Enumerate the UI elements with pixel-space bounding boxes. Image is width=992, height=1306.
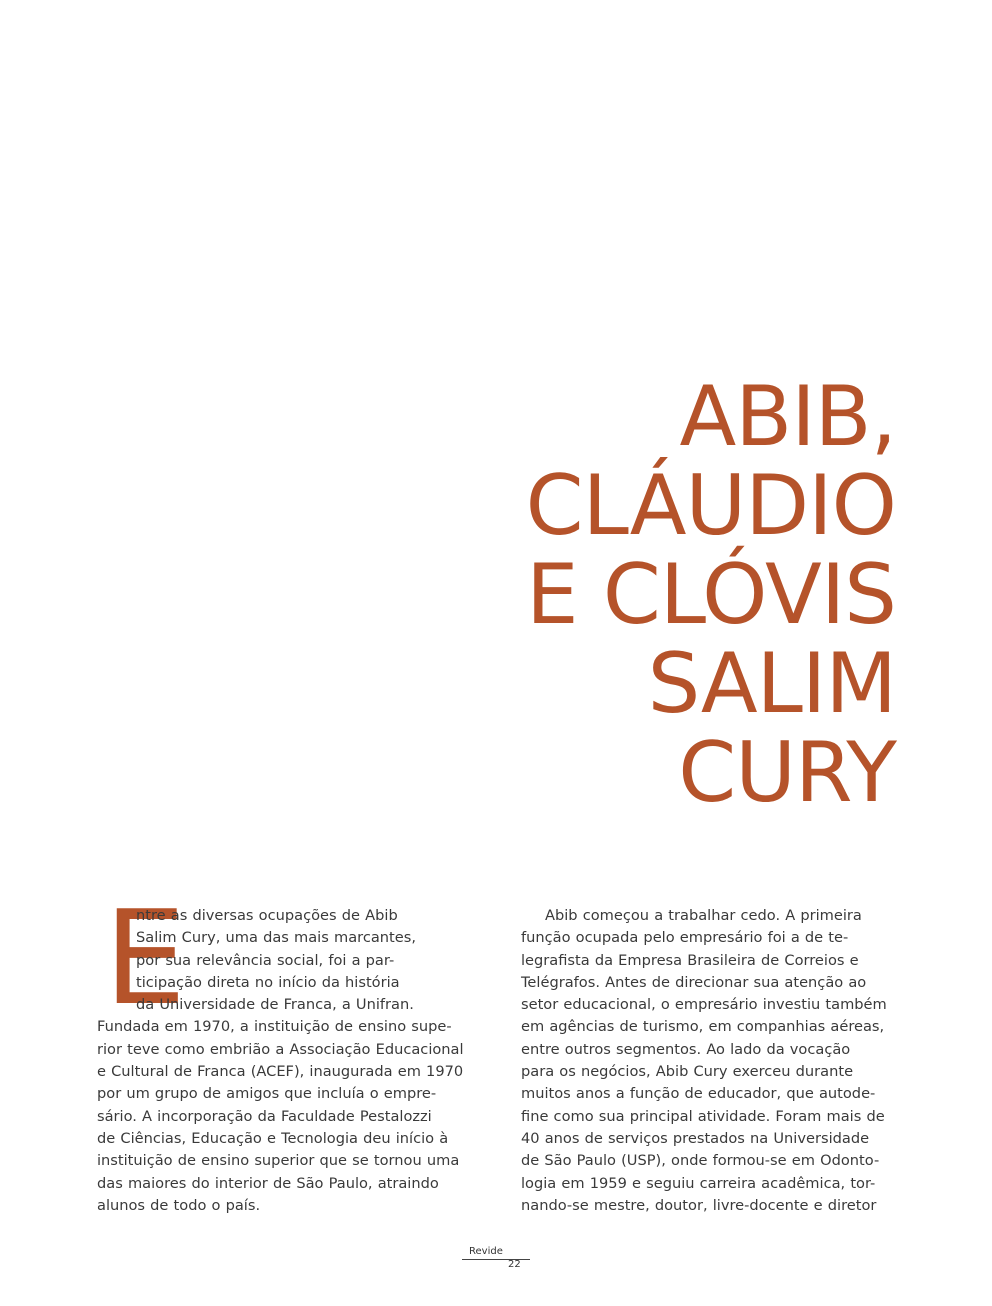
text-line: instituição de ensino superior que se tornou uma	[97, 1152, 460, 1170]
title-line: CURY	[678, 724, 896, 821]
title-line: ABIB,	[679, 368, 896, 465]
article-title	[336, 368, 896, 821]
article-column-left	[97, 905, 477, 1217]
text-line: para os negócios, Abib Cury exerceu durante	[521, 1063, 854, 1081]
text-line: rior teve como embrião a Associação Educacional	[97, 1040, 464, 1058]
text-line: entre outros segmentos. Ao lado da vocação	[521, 1040, 851, 1058]
text-line: legrafista da Empresa Brasileira de Correios e	[521, 951, 859, 969]
text-line: Abib começou a trabalhar cedo. A primeira	[545, 907, 862, 924]
text-line: Telégrafos. Antes de direcionar sua atenção ao	[521, 973, 867, 991]
text-line: muitos anos a função de educador, que autode-	[521, 1085, 876, 1103]
text-line: 40 anos de serviços prestados na Universidade	[521, 1129, 870, 1147]
text-line: ntre as diversas ocupações de Abib	[136, 907, 398, 924]
text-line: ticipação direta no início da história	[136, 973, 400, 991]
text-line: por um grupo de amigos que incluía o empre-	[97, 1085, 437, 1103]
text-line: função ocupada pelo empresário foi a de te-	[521, 929, 849, 947]
text-line: setor educacional, o empresário investiu também	[521, 996, 887, 1014]
title-line: CLÁUDIO	[525, 457, 896, 554]
text-line: sário. A incorporação da Faculdade Pestalozzi	[97, 1107, 432, 1125]
title-line: SALIM	[647, 635, 896, 732]
article-column-right	[521, 905, 901, 1217]
text-line: de São Paulo (USP), onde formou-se em Odonto-	[521, 1152, 880, 1170]
drop-cap: E	[104, 882, 187, 1034]
page-number: 22	[508, 1259, 521, 1270]
text-line: das maiores do interior de São Paulo, atraindo	[97, 1174, 439, 1192]
title-line: E CLÓVIS	[526, 546, 896, 643]
page-footer	[462, 1248, 530, 1276]
text-line: da Universidade de Franca, a Unifran.	[136, 996, 414, 1014]
text-line: em agências de turismo, em companhias aéreas,	[521, 1018, 885, 1036]
text-line: fine como sua principal atividade. Foram mais de	[521, 1107, 885, 1125]
magazine-name: Revide	[469, 1246, 503, 1257]
text-line: e Cultural de Franca (ACEF), inaugurada em 1970	[97, 1063, 464, 1081]
text-line: nando-se mestre, doutor, livre-docente e diretor	[521, 1196, 877, 1214]
text-line: Fundada em 1970, a instituição de ensino supe-	[97, 1018, 452, 1036]
text-line: alunos de todo o país.	[97, 1196, 261, 1214]
text-line: de Ciências, Educação e Tecnologia deu início à	[97, 1129, 449, 1147]
text-line: Salim Cury, uma das mais marcantes,	[136, 929, 416, 947]
text-line: logia em 1959 e seguiu carreira acadêmica, tor-	[521, 1174, 876, 1192]
text-line: por sua relevância social, foi a par-	[136, 951, 395, 969]
